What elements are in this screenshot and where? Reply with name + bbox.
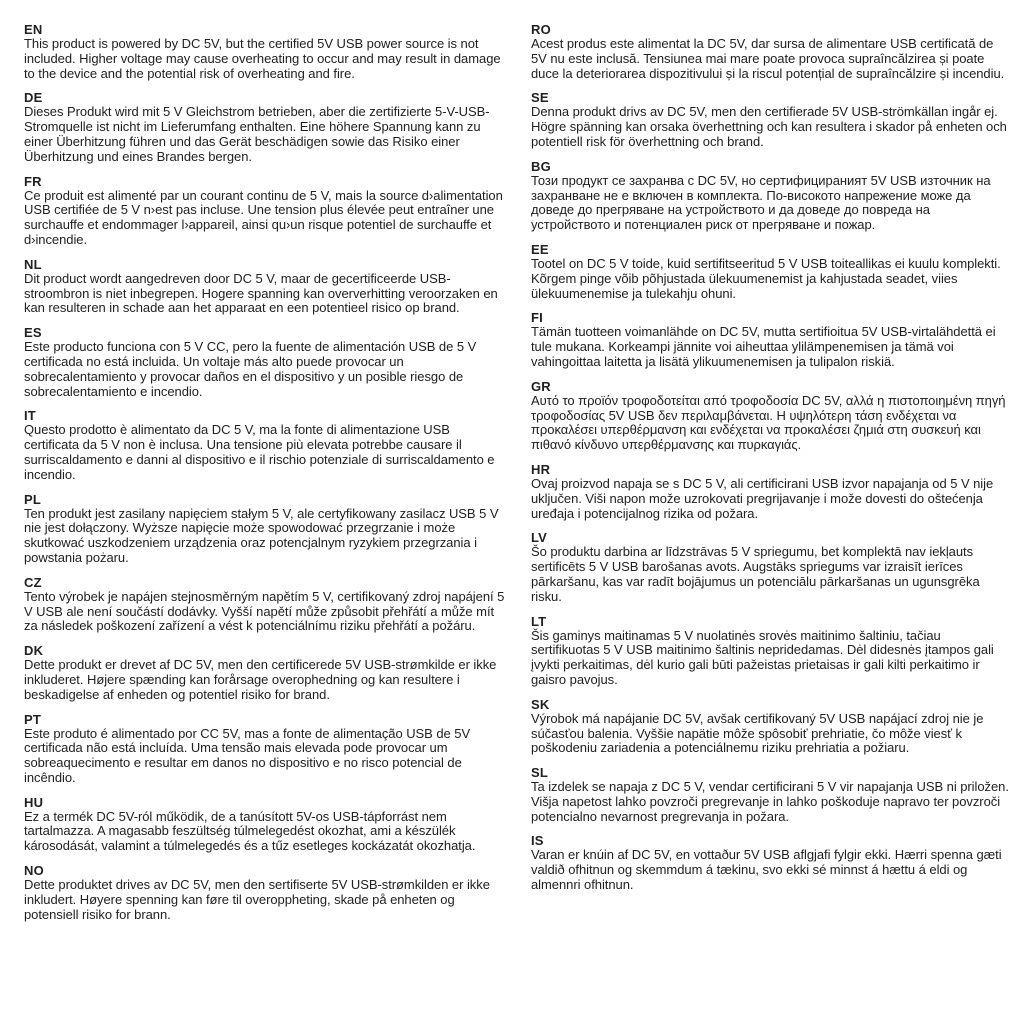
language-section — [24, 712, 505, 786]
language-code-label: BG — [531, 158, 551, 174]
language-code-label: DK — [24, 643, 44, 659]
language-section — [24, 863, 505, 922]
language-code-label: EE — [531, 241, 549, 257]
warning-text: Questo prodotto è alimentato da DC 5 V, ma la fonte di alimentazione USB certificata da 5 V non è inclusa. Una tensione più elevata potrebbe causare il surriscaldamento e danni al dispositivo e il rischio potenziale di surriscaldamento e incendio. — [24, 422, 495, 482]
language-section — [531, 614, 1012, 688]
language-section — [24, 22, 505, 81]
language-code-label: HU — [24, 794, 44, 810]
warning-text: Tento výrobek je napájen stejnosměrným napětím 5 V, certifikovaný zdroj napájení 5 V USB ale není součástí dodávky. Vyšší napětí může způsobit přehřátí a může mít za následek poškození zařízení a vést k potenciálnímu riziku přehřátí a požáru. — [24, 588, 505, 634]
language-code-label: ES — [24, 325, 42, 341]
warning-text: Šis gaminys maitinamas 5 V nuolatinės srovės maitinimo šaltiniu, tačiau sertifikuotas 5 V USB maitinimo šaltinis nepridedamas. Dėl didesnės įtampos gali įvykti perkaitimas, dėl kurio gali būti pažeistas prietaisas ir gali kilti perkaitimo ir gaisro pavojus. — [531, 627, 994, 687]
warning-text: Šo produktu darbina ar līdzstrāvas 5 V spriegumu, bet komplektā nav iekļauts sertificēts 5 V USB barošanas avots. Augstāks spriegums var izraisīt ierīces pārkaršanu, kas var radīt bojājumus un potenciālu pārkaršanas un ugunsgrēka risku. — [531, 544, 980, 604]
language-section — [531, 833, 1012, 892]
warning-text: Dieses Produkt wird mit 5 V Gleichstrom betrieben, aber die zertifizierte 5-V-USB-Stromquelle ist nicht im Lieferumfang enthalten. Eine höhere Spannung kann zu einer Überhitzung führen und das Gerät beschädigen sowie das Risiko einer Überhitzung und eines Brandes bergen. — [24, 104, 490, 164]
language-code-label: NL — [24, 256, 42, 272]
language-section — [24, 795, 505, 854]
language-code-label: IS — [531, 833, 544, 849]
language-section — [24, 90, 505, 164]
warning-text: Този продукт се захранва с DC 5V, но сертифицираният 5V USB източник на захранване не е включен в комплекта. По-високото напрежение може да доведе до прегряване на устройството и да доведе до повреда на устройството и потенциален риск от прегряване и пожар. — [531, 172, 991, 233]
language-section — [24, 643, 505, 702]
warning-text: Ce produit est alimenté par un courant continu de 5 V, mais la source d›alimentation USB certifiée de 5 V n›est pas incluse. Une tension plus élevée peut entraîner une surchauffe et endommager l›appareil, ainsi qu›un risque potentiel de surchauffe et d›incendie. — [24, 187, 503, 247]
language-section — [24, 575, 505, 634]
language-section — [531, 462, 1012, 521]
language-code-label: DE — [24, 90, 43, 106]
language-code-label: SE — [531, 90, 549, 106]
language-code-label: SK — [531, 696, 550, 712]
warning-text: Dit product wordt aangedreven door DC 5 V, maar de gecertificeerde USB-stroombron is niet inbegrepen. Hogere spanning kan oververhitting veroorzaken en kan resulteren in schade aan het apparaat en een potentieel risico op brand. — [24, 270, 498, 316]
language-code-label: FR — [24, 173, 42, 189]
warning-text: Varan er knúin af DC 5V, en vottaður 5V USB aflgjafi fylgir ekki. Hærri spenna gæti valdið ofhitnun og skemmdum á tækinu, svo ekki sé minnst á hættu á eldi og almennri ofhitnun. — [531, 847, 1002, 893]
language-section — [531, 22, 1012, 81]
language-code-label: LT — [531, 613, 547, 629]
warning-text: Ta izdelek se napaja z DC 5 V, vendar certificirani 5 V vir napajanja USB ni priložen. Višja napetost lahko povzroči pregrevanje in lahko poškoduje napravo ter povzroči potencialno nevarnost pregrevanja in požara. — [531, 779, 1009, 824]
warning-text: Výrobok má napájanie DC 5V, avšak certifikovaný 5V USB napájací zdroj nie je súčasťou balenia. Vyššie napätie môže spôsobiť prehriatie, čo môže viesť k poškodeniu zariadenia a potenciálnemu riziku prehriatia a požiaru. — [531, 710, 984, 756]
language-code-label: IT — [24, 408, 36, 424]
language-section — [24, 257, 505, 316]
language-code-label: PT — [24, 711, 42, 727]
language-code-label: GR — [531, 378, 551, 394]
language-code-label: FI — [531, 310, 543, 326]
language-section — [24, 408, 505, 482]
warning-text: Dette produktet drives av DC 5V, men den sertifiserte 5V USB-strømkilden er ikke inkludert. Høyere spenning kan føre til overoppheting, skade på enheten og potensiell risiko for brann. — [24, 877, 490, 922]
language-section — [531, 310, 1012, 369]
language-section — [531, 159, 1012, 233]
language-code-label: NO — [24, 863, 44, 879]
language-section — [24, 492, 505, 566]
warning-text: Ovaj proizvod napaja se s DC 5 V, ali certificirani USB izvor napajanja od 5 V nije uključen. Viši napon može uzrokovati pregrijavanje i može dovesti do oštećenja uređaja i potencijalnog rizika od požara. — [531, 475, 994, 521]
right-column — [531, 22, 1012, 1024]
warning-text: Αυτό το προϊόν τροφοδοτείται από τροφοδοσία DC 5V, αλλά η πιστοποιημένη πηγή τροφοδοσίας 5V USB δεν περιλαμβάνεται. Η υψηλότερη τάση ενδέχεται να προκαλέσει υπερθέρμανση και ενδέχεται να προκαλέσει ζημιά στη συσκευή και πιθανό κίνδυνο υπερθέρμανσης και πυρκαγιάς. — [531, 392, 1006, 453]
language-code-label: SL — [531, 765, 549, 781]
language-code-label: HR — [531, 461, 551, 477]
language-code-label: RO — [531, 22, 551, 37]
language-code-label: CZ — [24, 574, 42, 590]
language-section — [531, 242, 1012, 301]
warning-text: This product is powered by DC 5V, but the certified 5V USB power source is not included. Higher voltage may cause overheating to occur and may result in damage to the device and the potential risk of overheating and fire. — [24, 36, 501, 81]
warning-text: Este producto funciona con 5 V CC, pero la fuente de alimentación USB de 5 V certificada no está incluida. Un voltaje más alto puede provocar un sobrecalentamiento y provocar daños en el dispositivo y un posible riesgo de sobrecalentamiento e incendio. — [24, 339, 477, 399]
warning-text: Dette produkt er drevet af DC 5V, men den certificerede 5V USB-strømkilde er ikke inkluderet. Højere spænding kan forårsage overophedning og kan resultere i beskadigelse af enheden og potentiel risiko for brand. — [24, 657, 497, 702]
warning-text: Este produto é alimentado por CC 5V, mas a fonte de alimentação USB de 5V certificada não está incluída. Uma tensão mais elevada pode provocar um sobreaquecimento e resultar em danos no dispositivo e no risco potencial de incêndio. — [24, 725, 471, 785]
warning-text: Ez a termék DC 5V-ról működik, de a tanúsított 5V-os USB-tápforrást nem tartalmazza. A magasabb feszültség túlmelegedést okozhat, ami a készülék károsodását, valamint a túlmelegedés és a tűz esetleges kockázatát okozhatja. — [24, 808, 476, 854]
language-section — [24, 325, 505, 399]
language-code-label: LV — [531, 530, 548, 546]
language-section — [531, 530, 1012, 604]
warning-text: Ten produkt jest zasilany napięciem stałym 5 V, ale certyfikowany zasilacz USB 5 V nie jest dołączony. Wyższe napięcie może spowodować przegrzanie i może skutkować uszkodzeniem urządzenia oraz potencjalnym ryzykiem przegrzania i powstania pożaru. — [24, 505, 499, 565]
language-section — [531, 379, 1012, 453]
language-code-label: PL — [24, 491, 42, 507]
language-section — [531, 765, 1012, 824]
warning-text: Denna produkt drivs av DC 5V, men den certifierade 5V USB-strömkällan ingår ej. Högre spänning kan orsaka överhettning och kan resultera i skador på enheten och potentiell risk för överhettning och brand. — [531, 104, 1007, 149]
left-column — [24, 22, 505, 1024]
warning-text: Tämän tuotteen voimanlähde on DC 5V, mutta sertifioitua 5V USB-virtalähdettä ei tule mukana. Korkeampi jännite voi aiheuttaa ylilämpenemisen ja tämä voi vahingoittaa laitetta ja lisätä ylikuumenemisen ja tulipalon riskiä. — [531, 324, 996, 369]
language-section — [531, 90, 1012, 149]
language-section — [24, 174, 505, 248]
warning-text: Acest produs este alimentat la DC 5V, dar sursa de alimentare USB certificată de 5V nu este inclusă. Tensiunea mai mare poate provoca supraîncălzirea și poate duce la deteriorarea dispozitivului și la riscul potențial de supraîncălzire și incendiu. — [531, 36, 1005, 81]
language-code-label: EN — [24, 22, 43, 37]
warning-text: Tootel on DC 5 V toide, kuid sertifitseeritud 5 V USB toiteallikas ei kuulu komplekti. Kõrgem pinge võib põhjustada ülekuumenemist ja kahjustada seadet, viies ülekuumenemise ja tulekahju ohuni. — [531, 255, 1001, 301]
language-section — [531, 697, 1012, 756]
